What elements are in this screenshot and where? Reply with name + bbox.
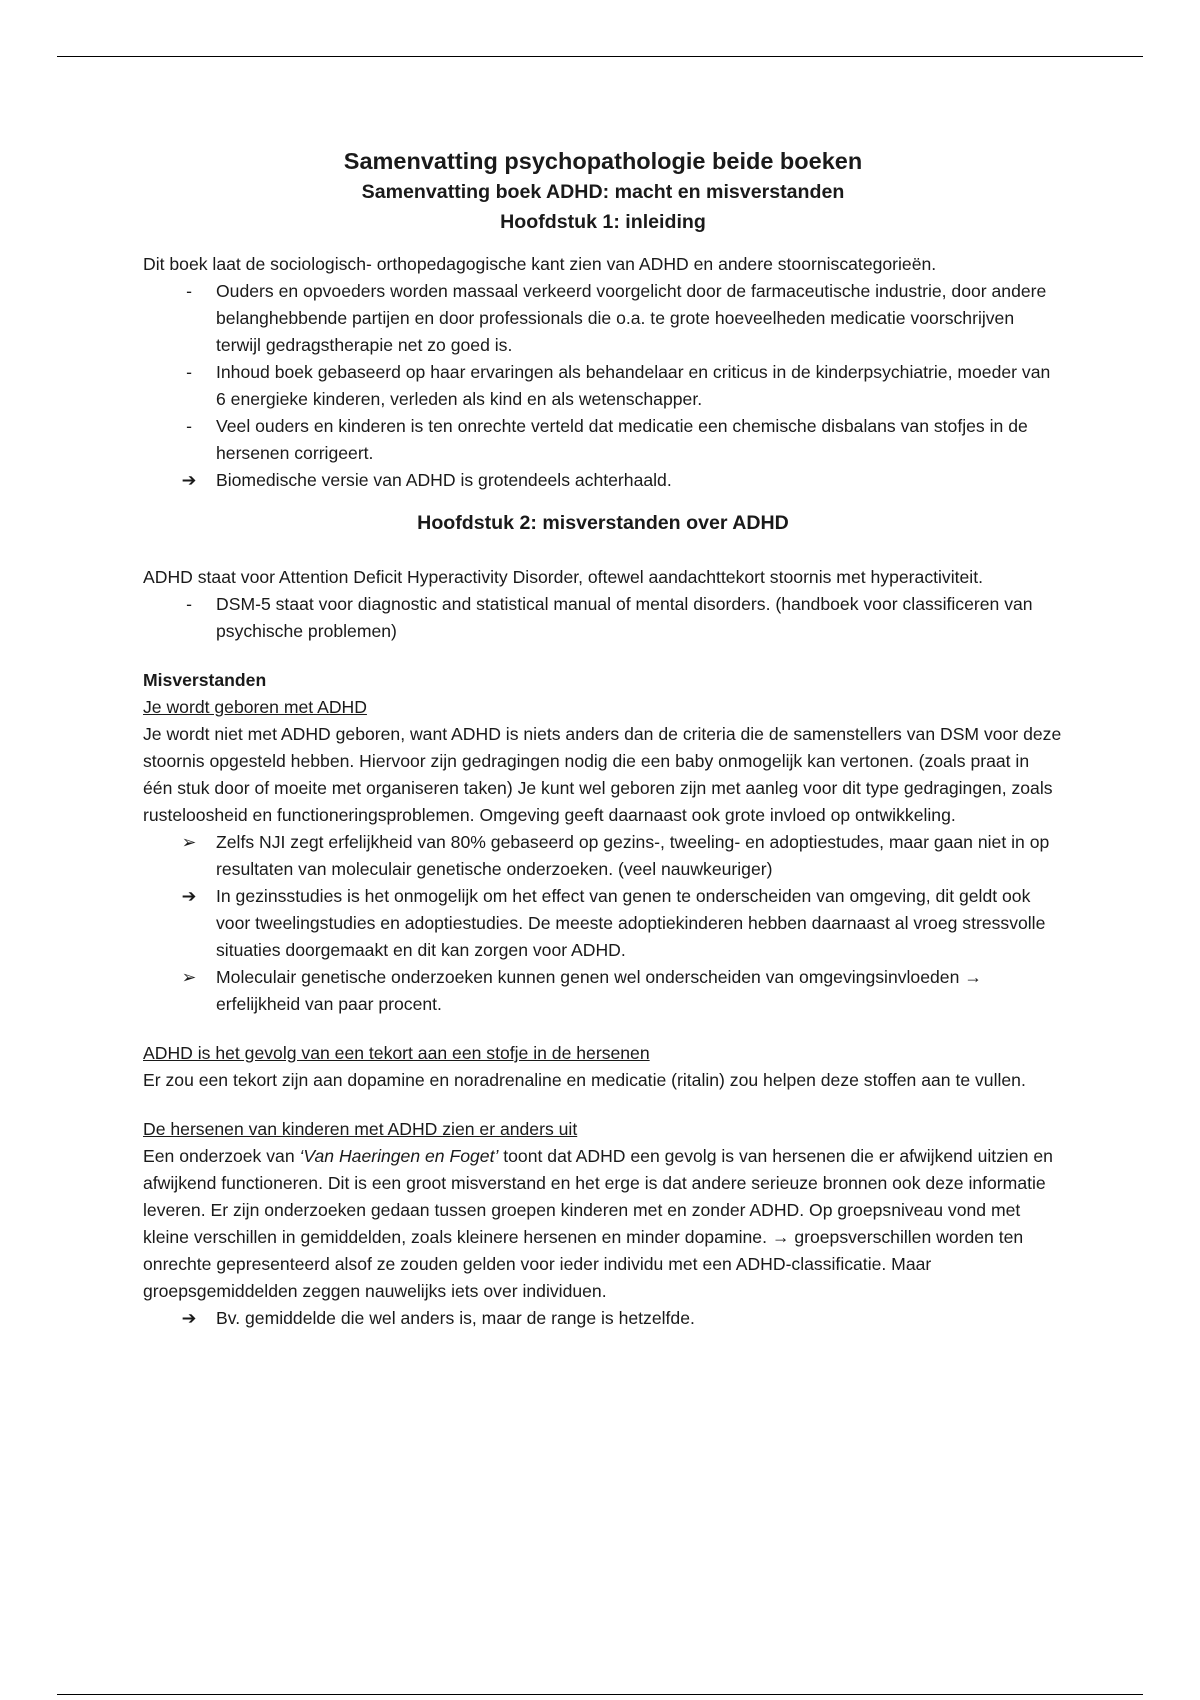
arrowhead-bullet-icon: ➢ — [181, 832, 197, 852]
arrow-right-icon: ➔ — [181, 470, 197, 490]
misverstand3-list — [143, 1305, 1063, 1332]
arrowhead-bullet-icon: ➢ — [181, 967, 197, 987]
arrow-right-icon: ➔ — [181, 1308, 197, 1328]
list-item: ➔ In gezinsstudies is het onmogelijk om het effect van genen te onderscheiden van omgeving, dit geldt ook voor tweelingstudies en adoptiestudies. De meeste adoptiekinderen hebben daarnaast al vroeg stressvolle situaties doorgemaakt en dit kan zorgen voor ADHD. — [143, 883, 1063, 964]
misverstand1-text: Je wordt niet met ADHD geboren, want ADHD is niets anders dan de criteria die de samenstellers van DSM voor deze stoornis opgesteld hebben. Hiervoor zijn gedragingen nodig die een baby onmogelijk kan vertonen. (zoals praat in één stuk door of moeite met organiseren taken) Je kunt wel geboren zijn met aanleg voor dit type gedragingen, zoals rusteloosheid en functioneringsproblemen. Omgeving geeft daarnaast ook grote invloed op ontwikkeling. — [143, 724, 1062, 825]
header-rule — [57, 56, 1143, 57]
chapter2-intro: ADHD staat voor Attention Deficit Hyperactivity Disorder, oftewel aandachttekort stoornis met hyperactiviteit. — [143, 567, 983, 587]
document-body — [143, 145, 1063, 1332]
bullet-dash-icon: - — [186, 362, 192, 382]
document-title: Samenvatting psychopathologie beide boeken — [343, 148, 863, 174]
list-item: ➢ Zelfs NJI zegt erfelijkheid van 80% gebaseerd op gezins-, tweeling- en adoptiestudes, maar gaan niet in op resultaten van moleculair genetische onderzoeken. (veel nauwkeuriger) — [143, 829, 1063, 883]
list-item: - Veel ouders en kinderen is ten onrechte verteld dat medicatie een chemische disbalans van stofjes in de hersenen corrigeert. — [143, 413, 1063, 467]
misverstand1-list — [143, 829, 1063, 1018]
arrow-right-icon: ➔ — [181, 886, 197, 906]
bullet-dash-icon: - — [186, 594, 192, 614]
misverstanden-heading: Misverstanden — [143, 670, 267, 690]
list-item: ➢ Moleculair genetische onderzoeken kunnen genen wel onderscheiden van omgevingsinvloeden → erfelijkheid van paar procent. — [143, 964, 1063, 1018]
citation-italic: ‘Van Haeringen en Foget’ — [299, 1146, 499, 1166]
chapter1-list — [143, 278, 1063, 494]
list-item: - DSM-5 staat voor diagnostic and statistical manual of mental disorders. (handboek voor classificeren van psychische problemen) — [143, 591, 1063, 645]
list-item: - Ouders en opvoeders worden massaal verkeerd voorgelicht door de farmaceutische industrie, door andere belanghebbende partijen en door professionals die o.a. te grote hoeveelheden medicatie voorschrijven terwijl gedragstherapie net zo goed is. — [143, 278, 1063, 359]
chapter2-list — [143, 591, 1063, 645]
misverstand2-heading: ADHD is het gevolg van een tekort aan een stofje in de hersenen — [143, 1043, 650, 1063]
misverstand3-heading: De hersenen van kinderen met ADHD zien er anders uit — [143, 1119, 578, 1139]
footer-rule — [57, 1694, 1143, 1695]
document-subtitle: Samenvatting boek ADHD: macht en misverstanden — [361, 181, 845, 203]
chapter2-title: Hoofdstuk 2: misverstanden over ADHD — [417, 512, 789, 534]
bullet-dash-icon: - — [186, 281, 192, 301]
list-item: ➔ Biomedische versie van ADHD is grotendeels achterhaald. — [143, 467, 1063, 494]
list-item: - Inhoud boek gebaseerd op haar ervaringen als behandelaar en criticus in de kinderpsychiatrie, moeder van 6 energieke kinderen, verleden als kind en als wetenschapper. — [143, 359, 1063, 413]
misverstand2-text: Er zou een tekort zijn aan dopamine en noradrenaline en medicatie (ritalin) zou helpen deze stoffen aan te vullen. — [143, 1070, 1026, 1090]
chapter1-intro: Dit boek laat de sociologisch- orthopedagogische kant zien van ADHD en andere stoorniscategorieën. — [143, 254, 937, 274]
misverstand1-heading: Je wordt geboren met ADHD — [143, 697, 367, 717]
bullet-dash-icon: - — [186, 416, 192, 436]
chapter1-title: Hoofdstuk 1: inleiding — [500, 211, 706, 233]
list-item: ➔ Bv. gemiddelde die wel anders is, maar de range is hetzelfde. — [143, 1305, 1063, 1332]
misverstand3-text: Een onderzoek van ‘Van Haeringen en Foget’ toont dat ADHD een gevolg is van hersenen die er afwijkend uitzien en afwijkend functioneren. Dit is een groot misverstand en het erge is dat andere serieuze bronnen ook deze informatie leveren. Er zijn onderzoeken gedaan tussen groepen kinderen met en zonder ADHD. Op groepsniveau vond met kleine verschillen in gemiddelden, zoals kleinere hersenen en minder dopamine. → groepsverschillen worden ten onrechte gepresenteerd alsof ze zouden gelden voor ieder individu met een ADHD-classificatie. Maar groepsgemiddelden zeggen nauwelijks iets over individuen. — [143, 1146, 1053, 1301]
